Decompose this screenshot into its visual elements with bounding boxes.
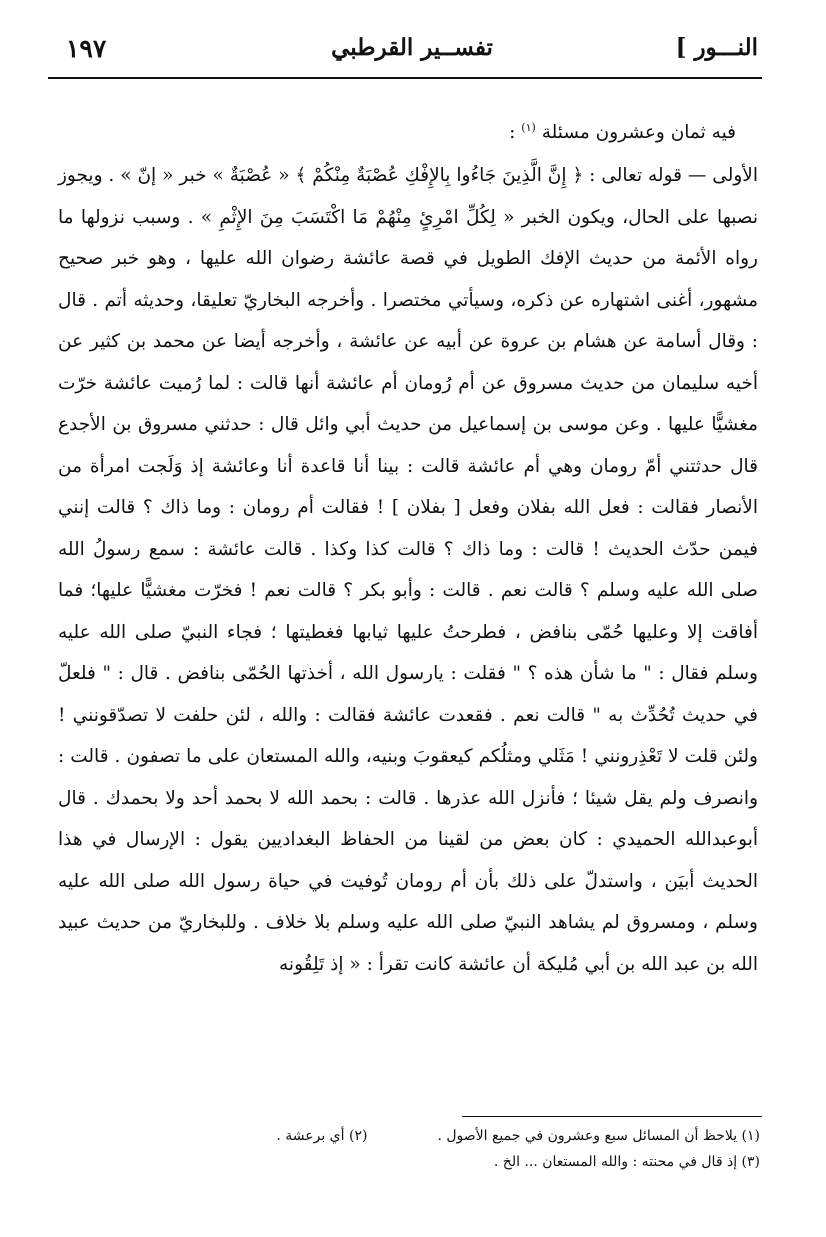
footnotes <box>70 1123 760 1175</box>
intro-colon: : <box>509 122 516 144</box>
surah-name: النـــور ] <box>675 34 758 61</box>
footnote-ref: (١) <box>521 121 536 134</box>
footnote-row <box>70 1149 760 1175</box>
intro-text: فيه ثمان وعشرون مسئلة <box>541 122 736 144</box>
footnote-2: (٢) أي برعشة . <box>276 1128 368 1144</box>
body-paragraph: الأولى — قوله تعالى : ﴿ إِنَّ الَّذِينَ جَاءُوا بِالإِفْكِ عُصْبَةٌ مِنْكُمْ ﴾ « عُصْبَةٌ » خبر « إنّ » . ويجوز نصبها على الحال، ويكون الخبر « لِكُلِّ امْرِئٍ مِنْهُمْ مَا اكْتَسَبَ مِنَ الإِثْمِ » . وسبب نزولها ما رواه الأئمة من حديث الإفك الطويل في قصة عائشة رضوان الله عليها ، وهو خبر صحيح مشهور، أغنى اشتهاره عن ذكره، وسيأتي مختصرا . وأخرجه البخاريّ تعليقا، وحديثه أتم . قال : وقال أسامة عن هشام بن عروة عن أبيه عن عائشة ، وأخرجه أيضا عن محمد بن كثير عن أخيه سليمان من حديث مسروق عن أم رُومان أم عائشة أنها قالت : لما رُميت عائشة خرّت مغشيًّا عليها . وعن موسى بن إسماعيل من حديث أبي وائل قال : حدثني مسروق بن الأجدع قال حدثتني أمّ رومان وهي أم عائشة قالت : بينا أنا قاعدة أنا وعائشة إذ وَلَجت امرأة من الأنصار فقالت : فعل الله بفلان وفعل [ بفلان ] ! فقالت أم رومان : وما ذاك ؟ قالت إنني فيمن حدّث الحديث ! قالت : وما ذاك ؟ قالت كذا وكذا . قالت عائشة : سمع رسولُ الله صلى الله عليه وسلم ؟ قالت نعم . قالت : وأبو بكر ؟ قالت نعم ! فخرّت مغشيًّا عليها؛ فما أفاقت إلا وعليها حُمّى بنافض ، فطرحتُ عليها ثيابها فغطيتها ؛ فجاء النبيّ صلى الله عليه وسلم فقال : " ما شأن هذه ؟ " فقلت : يارسول الله ، أخذتها الحُمّى بنافض . قال : " فلعلّ في حديث تُحُدِّث به " قالت نعم . فقعدت عائشة فقالت : والله ، لئن حلفت لا تصدّقونني ! ولئن قلت لا تَعْذِرونني ! مَثَلي ومثلُكم كيعقوبَ وبنيه، والله المستعان على ما تصفون . قالت : وانصرف ولم يقل شيئا ؛ فأنزل الله عذرها . قالت : بحمد الله لا بحمد أحد ولا بحمدك . قال أبوعبدالله الحميدي : كان بعض من لقينا من الحفاظ البغداديين يقول : الإرسال في هذا الحديث أبيَن ، واستدلّ على ذلك بأن أم رومان تُوفيت في حياة رسول الله صلى الله عليه وسلم ، ومسروق لم يشاهد النبيّ صلى الله عليه وسلم بلا خلاف . وللبخاريّ من حديث عبيد الله بن عبد الله بن أبي مُليكة أن عائشة كانت تقرأ : « إذ تَلِقُونه <box>58 165 758 975</box>
footnote-divider <box>462 1116 762 1117</box>
header-divider <box>48 77 762 79</box>
page-header <box>66 34 758 74</box>
main-text <box>58 110 758 985</box>
footnote-3: (٣) إذ قال في محنته : والله المستعان ... الخ . <box>493 1154 760 1170</box>
book-title: تفســير القرطبي <box>331 34 493 61</box>
footnote-row <box>70 1123 760 1149</box>
intro-line <box>58 110 736 151</box>
page-number: ١٩٧ <box>66 34 107 63</box>
footnote-1: (١) يلاحظ أن المسائل سبع وعشرون في جميع الأصول . <box>437 1128 760 1144</box>
